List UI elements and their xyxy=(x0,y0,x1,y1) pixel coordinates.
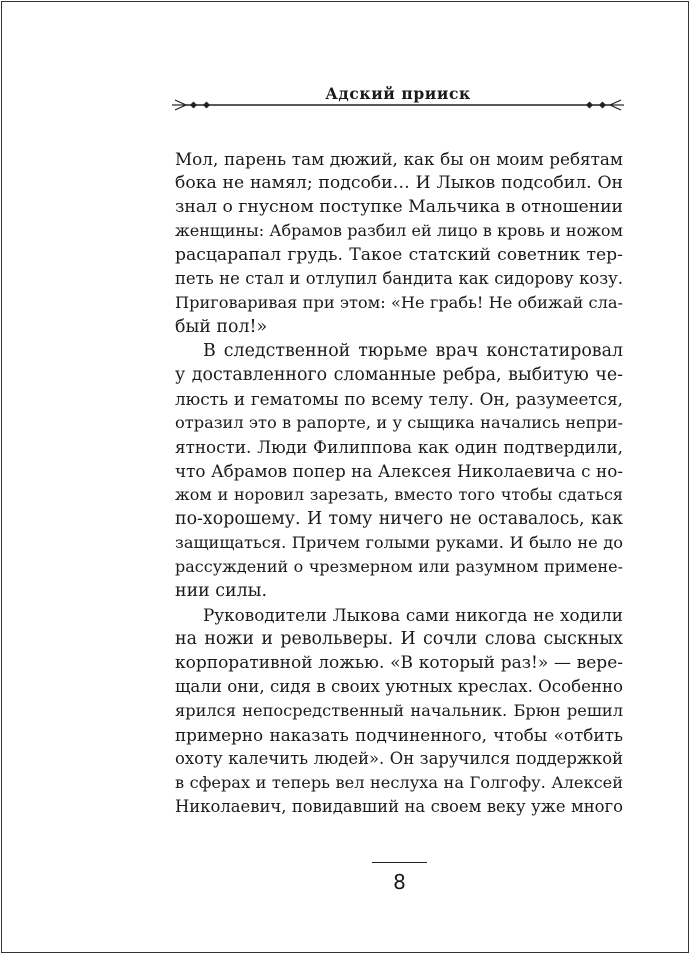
paragraph-2 xyxy=(175,339,623,603)
text-line: Мол, парень там дюжий, как бы он моим ребятам xyxy=(175,149,623,169)
text-line: щали они, сидя в своих уютных креслах. Особенно xyxy=(175,677,623,696)
text-line: на ножи и револьверы. И сочли слова сыскных xyxy=(175,629,623,649)
running-header-title: Адский прииск xyxy=(325,84,471,103)
body-text xyxy=(175,147,623,819)
text-line: примерно наказать подчиненного, чтобы «отбить xyxy=(175,725,623,745)
text-line: отразил это в рапорте, и у сыщика начались непри- xyxy=(175,413,623,432)
book-page xyxy=(1,1,689,953)
text-line: жом и норовил зарезать, вместо того чтобы сдаться xyxy=(175,485,623,504)
footer-rule xyxy=(372,862,427,863)
paragraph-3 xyxy=(175,603,623,819)
text-line: люсть и гематомы по всему телу. Он, разумеется, xyxy=(175,389,623,409)
text-line: В следственной тюрьме врач констатировал xyxy=(203,341,623,361)
text-line: рассуждений о чрезмерном или разумном примене- xyxy=(175,557,623,576)
text-line: знал о гнусном поступке Мальчика в отношении xyxy=(175,197,623,217)
text-line: Руководители Лыкова сами никогда не ходили xyxy=(203,605,623,625)
header-ornament-rule xyxy=(172,98,624,112)
text-line: расцарапал грудь. Такое статский советник тер- xyxy=(175,245,623,265)
text-line: у доставленного сломанные ребра, выбитую че- xyxy=(175,365,623,385)
page-number: 8 xyxy=(393,870,406,894)
text-line: в сферах и теперь вел неслуха на Голгофу. Алексей xyxy=(175,773,623,792)
text-line: ярился непосредственный начальник. Брюн решил xyxy=(175,701,623,720)
text-line: по-хорошему. И тому ничего не оставалось, как xyxy=(175,509,623,529)
text-line: защищаться. Причем голыми руками. И было не до xyxy=(175,533,623,552)
text-line: петь не стал и отлупил бандита как сидорову козу. xyxy=(175,269,623,288)
text-line: бый пол!» xyxy=(175,317,268,337)
text-line: ятности. Люди Филиппова как один подтвердили, xyxy=(175,437,623,457)
text-line: корпоративной ложью. «В который раз!» — вере- xyxy=(175,653,623,673)
text-line: Николаевич, повидавший на своем веку уже много xyxy=(175,797,623,816)
paragraph-1 xyxy=(175,147,623,339)
text-line: что Абрамов попер на Алексея Николаевича с но- xyxy=(175,461,623,481)
text-line: Приговаривая при этом: «Не грабь! Не обижай сла- xyxy=(175,293,623,312)
text-line: охоту калечить людей». Он заручился поддержкой xyxy=(175,749,623,768)
text-line: женщины: Абрамов разбил ей лицо в кровь и ножом xyxy=(175,221,623,240)
text-line: бока не намял; подсоби… И Лыков подсобил. Он xyxy=(175,173,623,193)
running-header xyxy=(172,84,624,120)
text-line: нии силы. xyxy=(175,581,268,601)
